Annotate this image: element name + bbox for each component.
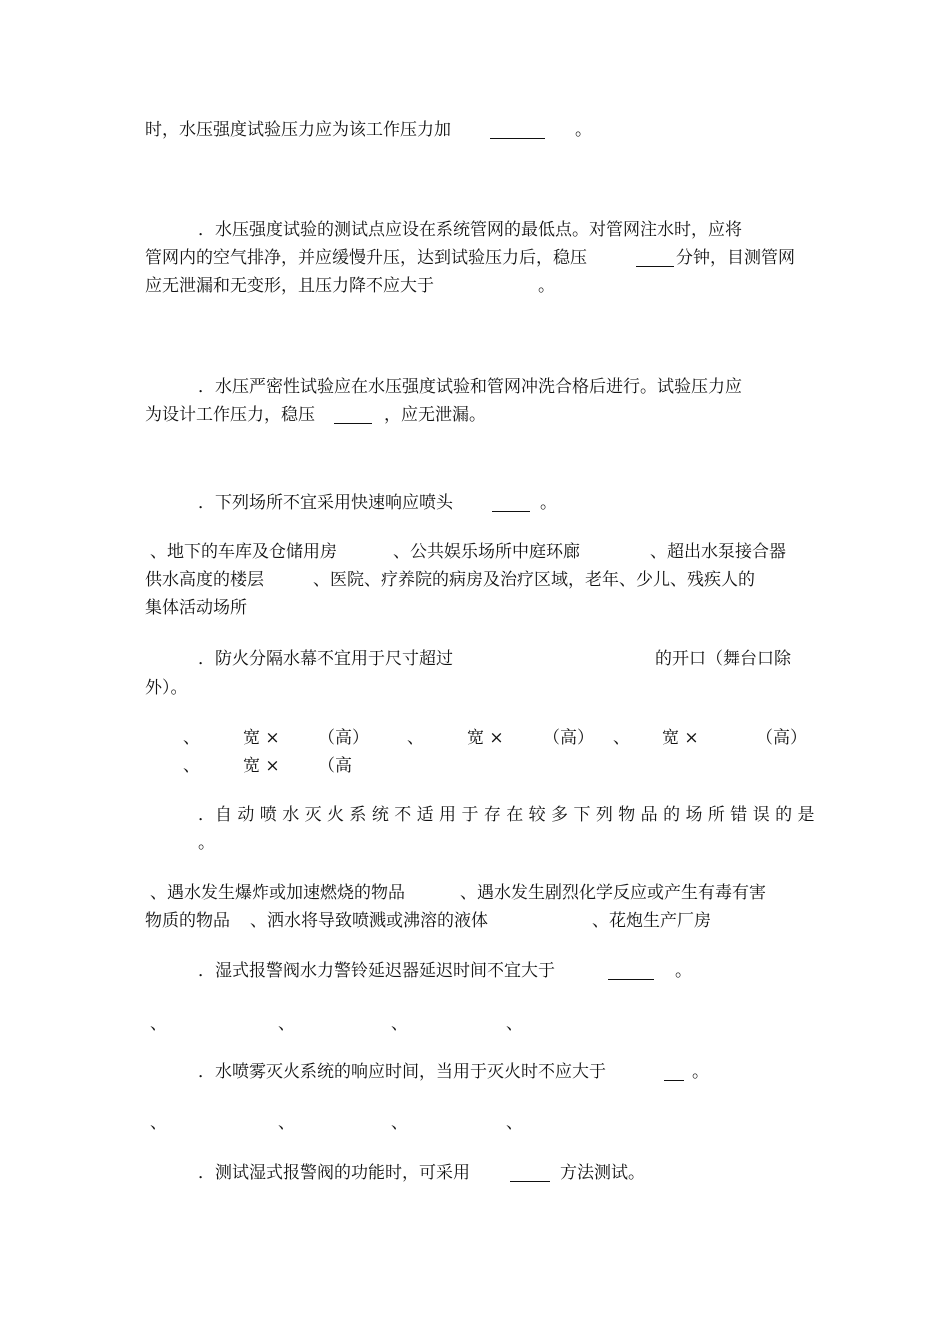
answer-blank xyxy=(490,138,545,139)
text-line xyxy=(0,489,557,517)
option-text: 、洒水将导致喷溅或沸溶的液体 xyxy=(250,911,488,931)
option-text: 、遇水发生爆炸或加速燃烧的物品 xyxy=(150,883,405,903)
option-text: 、 xyxy=(506,1014,523,1034)
option-line xyxy=(0,566,755,594)
text-segment: 。 xyxy=(540,493,557,513)
answer-blank xyxy=(608,979,654,980)
answer-blank xyxy=(510,1181,550,1182)
question-text: ．水压严密性试验应在水压强度试验和管网冲洗合格后进行。试验压力应 xyxy=(198,377,742,397)
answer-blank xyxy=(636,266,674,267)
option-line xyxy=(0,538,786,566)
option-text: 、遇水发生剧烈化学反应或产生有毒有害 xyxy=(460,883,766,903)
text-line xyxy=(0,957,692,985)
option-line xyxy=(0,724,807,752)
option-text: 、 xyxy=(150,1014,167,1034)
text-line xyxy=(0,373,742,401)
text-line xyxy=(0,272,555,300)
text-line xyxy=(0,244,795,272)
option-line xyxy=(0,879,766,907)
text-segment: 。 xyxy=(538,276,555,296)
text-segment: 管网内的空气排净，并应缓慢升压，达到试验压力后，稳压 xyxy=(145,248,587,268)
text-line xyxy=(0,401,486,429)
text-line xyxy=(0,674,188,702)
option-line xyxy=(0,1109,523,1137)
option-text: 、公共娱乐场所中庭环廊 xyxy=(393,542,580,562)
option-text: 、 xyxy=(506,1113,523,1133)
answer-blank xyxy=(492,511,530,512)
option-text: 物质的物品 xyxy=(145,911,230,931)
option-text: 宽 × xyxy=(662,728,699,748)
option-line xyxy=(0,752,352,780)
text-segment: 。 xyxy=(575,120,592,140)
option-text: 、 xyxy=(278,1113,295,1133)
option-line xyxy=(0,594,247,622)
answer-blank xyxy=(334,423,372,424)
question-text: ．水压强度试验的测试点应设在系统管网的最低点。对管网注水时，应将 xyxy=(198,220,742,240)
text-line xyxy=(0,216,742,244)
option-text: 、 xyxy=(613,728,630,748)
text-segment: 。 xyxy=(692,1062,709,1082)
question-text: ．下列场所不宜采用快速响应喷头 xyxy=(198,493,453,513)
option-line xyxy=(0,1010,523,1038)
question-text: ．自 动 喷 水 灭 火 系 统 不 适 用 于 存 在 较 多 下 列 物 品 的 场 所 错 误 的 是 xyxy=(198,805,815,825)
option-text: （高） xyxy=(543,728,594,748)
answer-blank xyxy=(664,1080,684,1081)
text-segment: 时，水压强度试验压力应为该工作压力加 xyxy=(145,120,451,140)
option-text: 宽 × xyxy=(243,728,280,748)
text-segment: 外）。 xyxy=(145,678,188,698)
option-text: 集体活动场所 xyxy=(145,598,247,618)
text-line xyxy=(0,645,791,673)
text-line xyxy=(0,829,215,857)
option-text: （高 xyxy=(318,756,352,776)
text-segment: 应无泄漏和无变形，且压力降不应大于 xyxy=(145,276,434,296)
option-text: （高） xyxy=(756,728,807,748)
question-text: ．防火分隔水幕不宜用于尺寸超过 xyxy=(198,649,453,669)
text-segment: 的开口（舞台口除 xyxy=(655,649,791,669)
option-text: 、 xyxy=(278,1014,295,1034)
text-line xyxy=(0,1058,709,1086)
option-text: 供水高度的楼层 xyxy=(145,570,264,590)
text-line xyxy=(0,1159,645,1187)
option-text: 、 xyxy=(150,1113,167,1133)
option-text: 、超出水泵接合器 xyxy=(650,542,786,562)
text-segment: 。 xyxy=(198,833,215,853)
option-text: 宽 × xyxy=(467,728,504,748)
option-text: 、 xyxy=(407,728,424,748)
option-text: 、 xyxy=(391,1113,408,1133)
option-text: 、花炮生产厂房 xyxy=(592,911,711,931)
text-segment: 为设计工作压力，稳压 xyxy=(145,405,315,425)
text-segment: 分钟，目测管网 xyxy=(676,248,795,268)
question-text: ．水喷雾灭火系统的响应时间，当用于灭火时不应大于 xyxy=(198,1062,606,1082)
text-segment: 。 xyxy=(675,961,692,981)
option-text: （高） xyxy=(318,728,369,748)
option-text: 、 xyxy=(391,1014,408,1034)
text-segment: ，应无泄漏。 xyxy=(384,405,486,425)
text-line xyxy=(0,116,592,144)
option-text: 、地下的车库及仓储用房 xyxy=(150,542,337,562)
option-text: 宽 × xyxy=(243,756,280,776)
option-text: 、 xyxy=(183,756,200,776)
text-line xyxy=(0,801,815,829)
option-text: 、医院、疗养院的病房及治疗区域，老年、少儿、残疾人的 xyxy=(313,570,755,590)
option-line xyxy=(0,907,711,935)
question-text: ．湿式报警阀水力警铃延迟器延迟时间不宜大于 xyxy=(198,961,555,981)
text-segment: 方法测试。 xyxy=(560,1163,645,1183)
option-text: 、 xyxy=(183,728,200,748)
question-text: ．测试湿式报警阀的功能时，可采用 xyxy=(198,1163,470,1183)
